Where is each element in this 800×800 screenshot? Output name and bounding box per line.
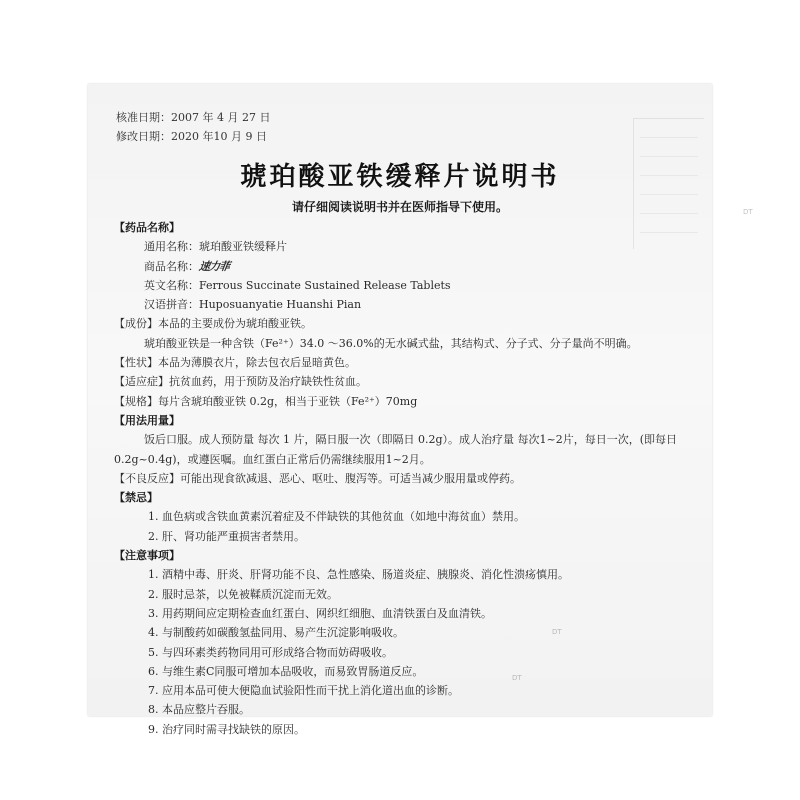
specification: 【规格】每片含琥珀酸亚铁 0.2g，相当于亚铁（Fe²⁺）70mg <box>114 394 418 408</box>
precaution-item: 3. 用药期间应定期检查血红蛋白、网织红细胞、血清铁蛋白及血清铁。 <box>148 606 492 620</box>
precaution-item: 1. 酒精中毒、肝炎、肝肾功能不良、急性感染、肠道炎症、胰腺炎、消化性溃疡慎用。 <box>148 568 569 582</box>
precaution-item: 9. 治疗同时需寻找缺铁的原因。 <box>148 722 305 736</box>
composition-detail: 琥珀酸亚铁是一种含铁（Fe²⁺）34.0 ～36.0%的无水碱式盐，其结构式、分子式、分子量尚不明确。 <box>144 336 638 350</box>
contraindications-header: 【禁忌】 <box>114 491 158 505</box>
document-title: 琥珀酸亚铁缓释片说明书 <box>240 162 560 192</box>
date-block <box>116 108 270 146</box>
contraindication-item: 1. 血色病或含铁血黄素沉着症及不伴缺铁的其他贫血（如地中海贫血）禁用。 <box>148 510 525 524</box>
leaflet-page <box>88 84 753 736</box>
leaflet-body <box>114 218 704 739</box>
watermark: DT <box>552 628 562 636</box>
precautions-header: 【注意事项】 <box>114 549 180 563</box>
precaution-item: 7. 应用本品可使大便隐血试验阳性而干扰上消化道出血的诊断。 <box>148 684 459 698</box>
precaution-item: 8. 本品应整片吞服。 <box>148 703 250 717</box>
adverse-reactions: 【不良反应】可能出现食欲减退、恶心、呕吐、腹泻等。可适当减少服用量或停药。 <box>114 471 521 485</box>
usage-header: 【用法用量】 <box>114 413 180 427</box>
approval-date: 核准日期：2007 年 4 月 27 日 <box>116 111 271 124</box>
trade-name <box>114 257 704 276</box>
watermark: DT <box>743 208 753 216</box>
trade-name-label: 商品名称： <box>144 259 199 273</box>
document-subtitle: 请仔细阅读说明书并在医师指导下使用。 <box>291 200 508 214</box>
character: 【性状】本品为薄膜衣片，除去包衣后显暗黄色。 <box>114 356 356 370</box>
usage-line-1: 饭后口服。成人预防量 每次 1 片，隔日服一次（即隔日 0.2g）。成人治疗量 每次1~2片，每日一次，(即每日 <box>144 433 678 447</box>
indication: 【适应症】抗贫血药，用于预防及治疗缺铁性贫血。 <box>114 375 367 389</box>
contraindication-item: 2. 肝、肾功能严重损害者禁用。 <box>148 529 305 543</box>
revision-date: 修改日期：2020 年10 月 9 日 <box>116 130 267 143</box>
drug-name-header: 【药品名称】 <box>114 221 180 234</box>
composition: 【成份】本品的主要成份为琥珀酸亚铁。 <box>114 317 312 331</box>
trade-name-logo: 速力菲 <box>198 259 230 273</box>
english-name: 英文名称：Ferrous Succinate Sustained Release Tablets <box>144 278 451 292</box>
precaution-item: 4. 与制酸药如碳酸氢盐同用、易产生沉淀影响吸收。 <box>148 626 404 640</box>
watermark: DT <box>512 674 522 682</box>
precaution-item: 6. 与维生素C同服可增加本品吸收，而易致胃肠道反应。 <box>148 664 424 678</box>
generic-name: 通用名称：琥珀酸亚铁缓释片 <box>144 240 287 254</box>
usage-line-2: 0.2g~0.4g)，或遵医嘱。血红蛋白正常后仍需继续服用1~2月。 <box>114 452 431 466</box>
precaution-item: 5. 与四环素类药物同用可形成络合物而妨碍吸收。 <box>148 645 393 659</box>
precaution-item: 2. 服时忌茶，以免被鞣质沉淀而无效。 <box>148 587 338 601</box>
pinyin-name: 汉语拼音：Huposuanyatie Huanshi Pian <box>144 298 362 312</box>
